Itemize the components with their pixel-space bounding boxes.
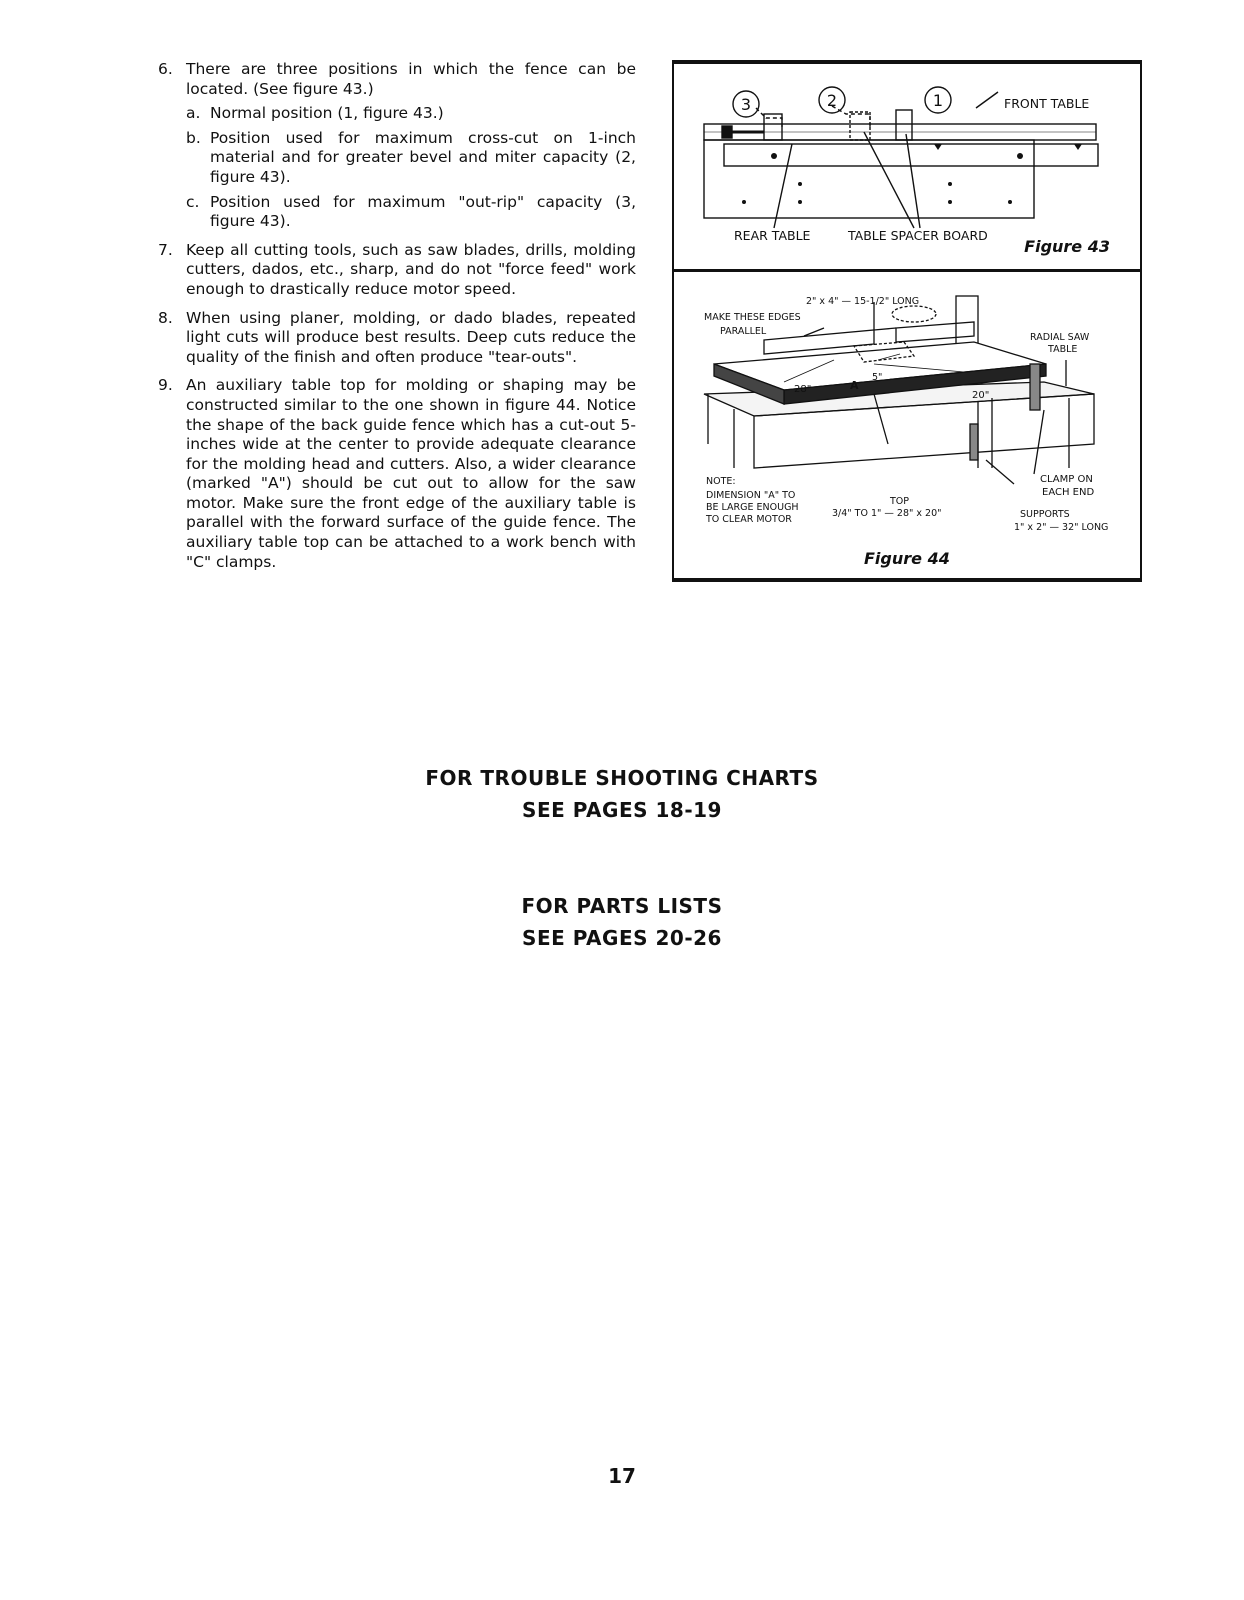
front-table-label: FRONT TABLE (1004, 96, 1090, 111)
item-text: There are three positions in which the fence can be located. (See figure 43.) (186, 60, 636, 98)
top-size-label: 3/4" TO 1" — 28" x 20" (832, 508, 942, 519)
instruction-item-7 (158, 241, 636, 300)
parts-list-title: FOR PARTS LISTS (521, 894, 723, 918)
clamp-label-1: CLAMP ON (1040, 474, 1093, 485)
clamp-label-2: EACH END (1042, 487, 1095, 498)
note-label-2: DIMENSION "A" TO (706, 490, 796, 501)
figures-drawing (674, 64, 1140, 578)
callout-3: 3 (740, 95, 752, 114)
dim-28-label: 28" (794, 384, 812, 395)
instruction-item-9 (158, 376, 636, 572)
item-text: An auxiliary table top for molding or shaping may be constructed similar to the one shown in figure 44. Notice the shape of the back guide fence which has a cut-out 5-inches wide at the center to provide adequate clearance for the molding head and cutters. Also, a wider clearance (marked "A") should be cut out to allow for the saw motor. Make sure the front edge of the auxiliary table is parallel with the forward surface of the guide fence. The auxiliary table top can be attached to a work bench with "C" clamps. (186, 376, 636, 571)
top-label: TOP (890, 496, 910, 507)
figure-44-caption: Figure 44 (864, 549, 950, 568)
parts-list-reference (0, 894, 1244, 958)
note-label-4: TO CLEAR MOTOR (706, 514, 792, 525)
figure-43-illustration (704, 92, 1098, 228)
supports-label-2: 1" x 2" — 32" LONG (1014, 522, 1109, 533)
trouble-shooting-pages: SEE PAGES 18-19 (522, 798, 722, 822)
trouble-shooting-reference (0, 766, 1244, 830)
figure-44-illustration (704, 296, 1094, 484)
item-number: 6. (158, 60, 173, 78)
item-number: 8. (158, 308, 173, 327)
make-edges-label-1: MAKE THESE EDGES (704, 312, 801, 323)
parts-list-pages: SEE PAGES 20-26 (522, 926, 722, 950)
sub-item-b: b. Position used for maximum cross-cut on 1-inch material and for greater bevel and miter capacity (2, figure 43). (186, 128, 636, 186)
fence-size-label: 2" x 4" — 15-1/2" LONG (806, 296, 920, 307)
rear-table-label: REAR TABLE (734, 228, 811, 243)
dim-a-label: A (850, 379, 859, 392)
item-number: 9. (158, 376, 173, 395)
dim-5-label: 5" (872, 372, 883, 383)
callout-2: 2 (826, 91, 838, 110)
item-text: When using planer, molding, or dado blades, repeated light cuts will produce best results. Deep cuts reduce the quality of the finish and often produce "tear-outs". (186, 308, 636, 366)
radial-saw-label-2: TABLE (1048, 344, 1078, 355)
callout-1: 1 (932, 91, 944, 110)
item-number: 7. (158, 240, 173, 259)
figures-panel (672, 60, 1142, 582)
instruction-item-8 (158, 309, 636, 368)
dim-20-label: 20" (972, 390, 990, 401)
supports-label-1: SUPPORTS (1020, 509, 1070, 520)
trouble-shooting-title: FOR TROUBLE SHOOTING CHARTS (425, 766, 819, 790)
note-label-3: BE LARGE ENOUGH (706, 502, 799, 513)
spacer-board-label: TABLE SPACER BOARD (848, 228, 988, 243)
make-edges-label-2: PARALLEL (720, 326, 767, 337)
figure-43-caption: Figure 43 (1024, 237, 1110, 256)
radial-saw-label-1: RADIAL SAW (1030, 332, 1090, 343)
sub-item-a: a. Normal position (1, figure 43.) (186, 104, 444, 123)
note-label-1: NOTE: (706, 476, 736, 487)
page-number: 17 (608, 1464, 636, 1488)
instruction-item-6 (158, 60, 636, 232)
item-text: Keep all cutting tools, such as saw blades, drills, molding cutters, dados, etc., sharp, and do not "force feed" work enough to drastically reduce motor speed. (186, 240, 636, 298)
sub-item-c: c. Position used for maximum "out-rip" capacity (3, figure 43). (186, 192, 636, 231)
instruction-column (158, 60, 636, 581)
